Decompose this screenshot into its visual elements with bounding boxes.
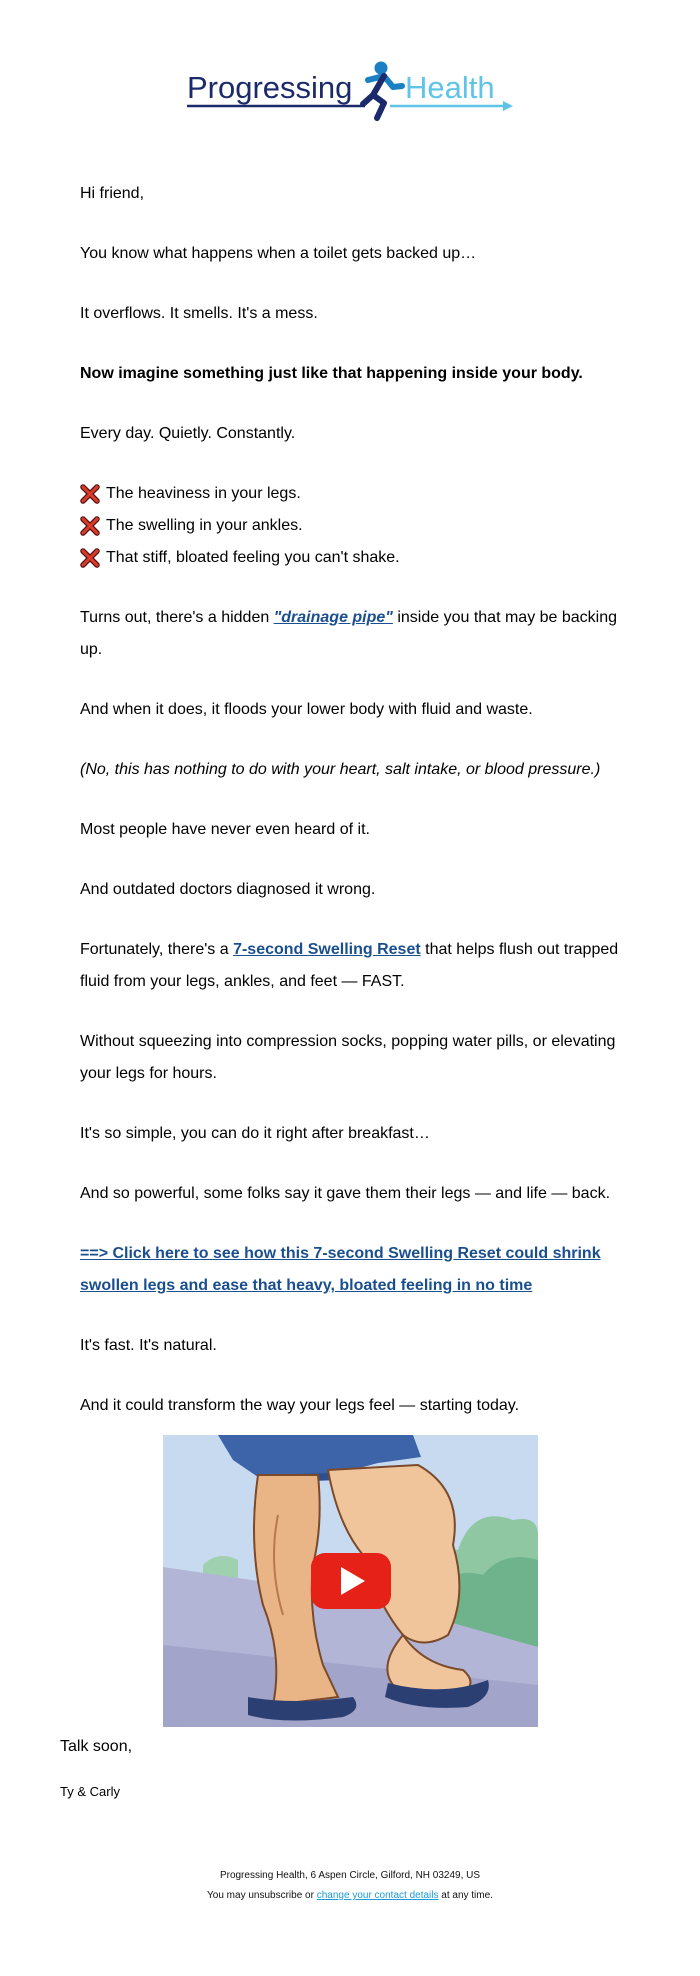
text-span: that helps flush out trapped fluid from your legs, ankles, and feet — FAST.	[80, 941, 619, 990]
signature: Ty & Carly	[60, 1784, 120, 1799]
paragraph: And it could transform the way your legs feel — starting today.	[80, 1397, 520, 1414]
logo-word-health: Health	[405, 70, 495, 105]
youtube-play-icon[interactable]	[311, 1553, 391, 1609]
footer-address: Progressing Health, 6 Aspen Circle, Gilford, NH 03249, US	[219, 1870, 481, 1881]
paragraph: Every day. Quietly. Constantly.	[80, 425, 296, 442]
brand-logo[interactable]	[0, 60, 700, 130]
change-contact-details-link[interactable]: change your contact details	[316, 1890, 439, 1901]
paragraph: It's so simple, you can do it right after breakfast…	[80, 1125, 430, 1142]
list-item	[80, 478, 625, 510]
text-span: at any time.	[438, 1890, 493, 1901]
runner-icon	[363, 62, 402, 119]
logo-word-progressing: Progressing	[187, 70, 353, 105]
list-item-text: That stiff, bloated feeling you can't shake.	[106, 549, 400, 566]
list-item	[80, 510, 625, 542]
paragraph: And so powerful, some folks say it gave them their legs — and life — back.	[80, 1185, 611, 1202]
list-item-text: The swelling in your ankles.	[106, 517, 303, 534]
paragraph: And when it does, it floods your lower body with fluid and waste.	[80, 701, 533, 718]
italic-paragraph: (No, this has nothing to do with your heart, salt intake, or blood pressure.)	[80, 761, 601, 778]
text-span: You may unsubscribe or	[207, 1890, 317, 1901]
paragraph: It's fast. It's natural.	[80, 1337, 217, 1354]
paragraph: Without squeezing into compression socks, popping water pills, or elevating your legs for hours.	[80, 1033, 616, 1082]
swollen-legs-illustration	[163, 1435, 538, 1727]
video-thumbnail[interactable]	[163, 1435, 538, 1727]
cta-link[interactable]: ==> Click here to see how this 7-second Swelling Reset could shrink swollen legs and ease that heavy, bloated feeling in no time	[80, 1245, 601, 1294]
text-span: Turns out, there's a hidden	[80, 609, 274, 626]
signoff: Talk soon,	[60, 1738, 133, 1755]
text-span: Fortunately, there's a	[80, 941, 234, 958]
symptom-list	[80, 478, 625, 574]
text-span: inside you that may be backing up.	[80, 609, 618, 658]
swelling-reset-link[interactable]: 7-second Swelling Reset	[233, 941, 421, 958]
progressing-health-logo	[185, 60, 515, 128]
paragraph: It overflows. It smells. It's a mess.	[80, 305, 318, 322]
list-item-text: The heaviness in your legs.	[106, 485, 301, 502]
greeting: Hi friend,	[80, 185, 145, 202]
paragraph: And outdated doctors diagnosed it wrong.	[80, 881, 376, 898]
footer-unsubscribe	[0, 1886, 700, 1906]
cross-mark-icon	[80, 548, 100, 568]
drainage-pipe-link[interactable]: "drainage pipe"	[273, 609, 393, 626]
cta-paragraph	[80, 1238, 625, 1302]
paragraph-drainage	[80, 602, 625, 666]
email-footer	[0, 1866, 700, 1906]
paragraph: You know what happens when a toilet gets backed up…	[80, 245, 477, 262]
paragraph: Most people have never even heard of it.	[80, 821, 370, 838]
paragraph-swelling-reset	[80, 934, 625, 998]
list-item	[80, 542, 625, 574]
bold-paragraph: Now imagine something just like that happening inside your body.	[80, 365, 583, 382]
cross-mark-icon	[80, 516, 100, 536]
email-body	[80, 178, 625, 1450]
cross-mark-icon	[80, 484, 100, 504]
